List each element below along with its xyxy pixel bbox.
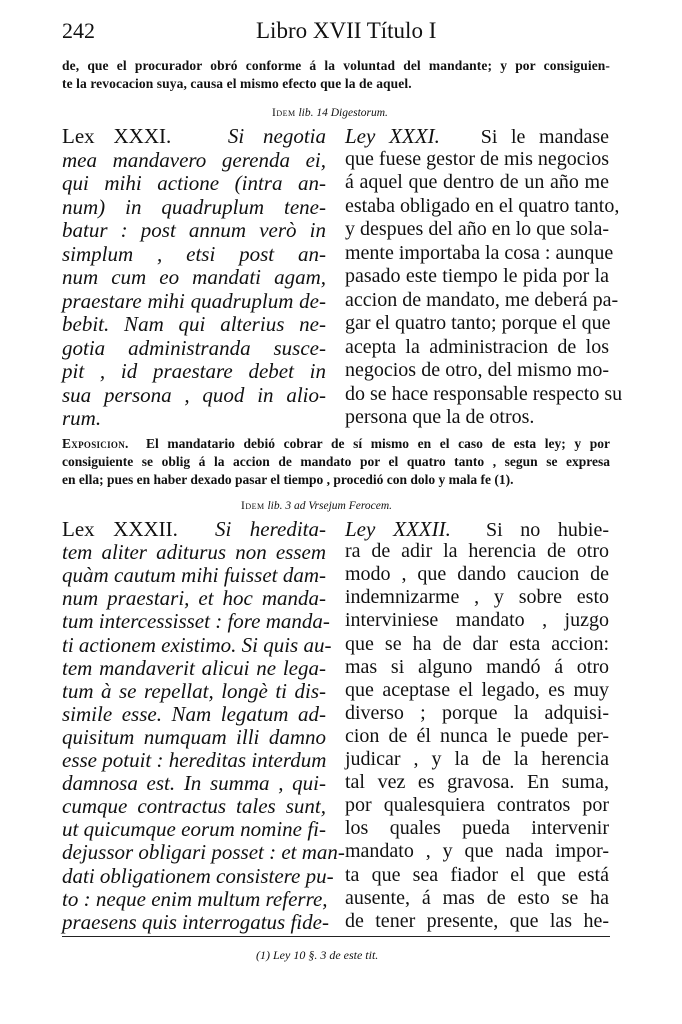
latin-line: simplum , etsi post an- [62,241,326,266]
spanish-line: pasado este tiempo le pida por la [345,265,609,287]
latin-line: ti actionem existimo. Si quis au- [62,632,332,657]
spanish-column-1 [345,124,623,428]
exposicion-paragraph [62,436,610,492]
latin-line: mea mandavero gerenda ei, [62,147,326,172]
spanish-line: y despues del año en lo que sola- [345,218,609,240]
latin-line: tem aliter aditurus non essem [62,540,326,565]
latin-line: batur : post annum verò in [62,218,326,242]
spanish-line: que fuese gestor de mis negocios [345,147,609,170]
exposicion-line: Exposicion. El mandatario debió cobrar de sí mismo en el caso de esta ley; y por [62,436,610,451]
section-heading-1 [272,107,388,119]
ley-label: Ley XXXI. [345,124,440,148]
latin-line: gotia administranda susce- [62,335,326,360]
spanish-line: ausente, á mas de esto se ha [345,886,609,909]
spanish-line: que se ha de dar esta accion: [345,632,609,655]
latin-line: tum intercessisset : fore manda- [62,609,330,634]
latin-line: bebit. Nam qui alterius ne- [62,312,326,336]
running-title: Libro XVII Título I [256,18,437,43]
latin-line: ut quicumque eorum nomine fi- [62,817,326,842]
footnote: (1) Ley 10 §. 3 de este tit. [256,948,379,962]
spanish-line: tal vez es gravosa. En suma, [345,771,609,794]
spanish-line: persona que la de otros. [345,406,535,428]
heading-reference: lib. 14 Digestorum. [298,107,388,119]
latin-line: num praestari, et hoc manda- [62,586,326,611]
latin-line: esse potuit : hereditas interdum [62,748,327,772]
latin-line: dati obligationem consistere pu- [62,863,334,888]
exposicion-line: consiguiente se oblig á la accion de mandato por el quatro tanto , segun se expresa [62,454,610,469]
heading-author: Idem [241,500,265,512]
latin-line: simile esse. Nam legatum ad- [62,701,326,726]
latin-line: to : neque enim multum referre, [62,886,328,911]
heading-reference: lib. 3 ad Vrsejum Ferocem. [267,500,393,512]
spanish-line: Ley XXXII. Si no hubie- [345,517,609,541]
spanish-line: do se hace responsable respecto su [345,382,623,405]
section-heading-2 [241,500,392,512]
spanish-column-2 [345,517,609,932]
spanish-line: de tener presente, que las he- [345,909,609,932]
spanish-line: indemnizarme , y sobre esto [345,586,609,609]
latin-line: cumque contractus tales sunt, [62,794,326,819]
latin-column-1 [62,124,327,430]
spanish-line: modo , que dando caucion de [345,563,609,586]
spanish-line: los quales pueda intervenir [345,817,609,840]
spanish-line: diverso ; porque la adquisi- [345,701,609,724]
latin-column-2 [62,517,345,934]
spanish-line: gar el quatro tanto; porque el que [345,312,611,334]
lex-label: Lex XXXI. [62,124,172,148]
spanish-line: ra de adir la herencia de otro [345,540,609,563]
ley-label: Ley XXXII. [345,517,451,541]
latin-line: rum. [62,406,102,430]
exposicion-line: en ella; pues en haber dexado pasar el tiempo , procedió con dolo y mala fe (1). [62,472,514,487]
spanish-line: negocios de otro, del mismo mo- [345,359,609,381]
heading-author: Idem [272,107,296,119]
spanish-line: acepta la administracion de los [345,335,609,358]
latin-line: dejussor obligari posset : et man- [62,840,345,865]
spanish-line: Ley XXXI. Si le mandase [345,124,610,148]
latin-line: num) in quadruplum tene- [62,194,326,219]
spanish-line: ta que sea fiador el que está [345,863,609,886]
latin-line: damnosa est. In summa , qui- [62,771,326,796]
latin-line: praesens quis interrogatus fide- [62,909,329,934]
spanish-line: cion de él nunca le puede per- [345,724,609,747]
latin-line: tem mandaverit alicui ne lega- [62,655,326,680]
footnote-rule [62,936,610,937]
latin-line: quàm cautum mihi fuisset dam- [62,563,326,588]
top-note-line: de, que el procurador obró conforme á la voluntad del mandante; y por consiguien- [62,58,610,73]
spanish-line: judicar , y la de la herencia [345,748,609,770]
top-note-line: te la revocacion suya, causa el mismo efecto que la de aquel. [62,76,412,91]
spanish-line: mas si alguno mandó á otro [345,655,609,678]
page-number: 242 [62,18,95,43]
latin-line: tum à se repellat, longè ti dis- [62,678,326,703]
latin-line: sua persona , quod in alio- [62,382,326,407]
latin-line: quisitum numquam illi damno [62,724,326,749]
latin-line: praestare mihi quadruplum de- [62,288,326,313]
latin-line: pit , id praestare debet in [62,359,326,383]
latin-line: Lex XXXII. Si heredita- [62,517,327,541]
exposicion-label: Exposicion. [62,436,129,451]
spanish-line: que aceptase el legado, es muy [345,678,609,701]
top-note [62,58,610,98]
latin-line: qui mihi actione (intra an- [62,171,326,195]
spanish-line: estaba obligado en el quatro tanto, [345,194,620,217]
spanish-line: mandato , y que nada impor- [345,840,609,863]
spanish-line: mente importaba la cosa : aunque [345,241,614,264]
latin-line: num cum eo mandati agam, [62,265,326,289]
spanish-line: accion de mandato, me deberá pa- [345,288,619,311]
spanish-line: por qualesquiera contratos por [345,794,609,817]
spanish-line: á aquel que dentro de un año me [345,171,609,193]
latin-line: Lex XXXI. Si negotia [62,124,327,148]
spanish-line: interviniese mandato , juzgo [345,609,609,632]
lex-label: Lex XXXII. [62,517,178,541]
